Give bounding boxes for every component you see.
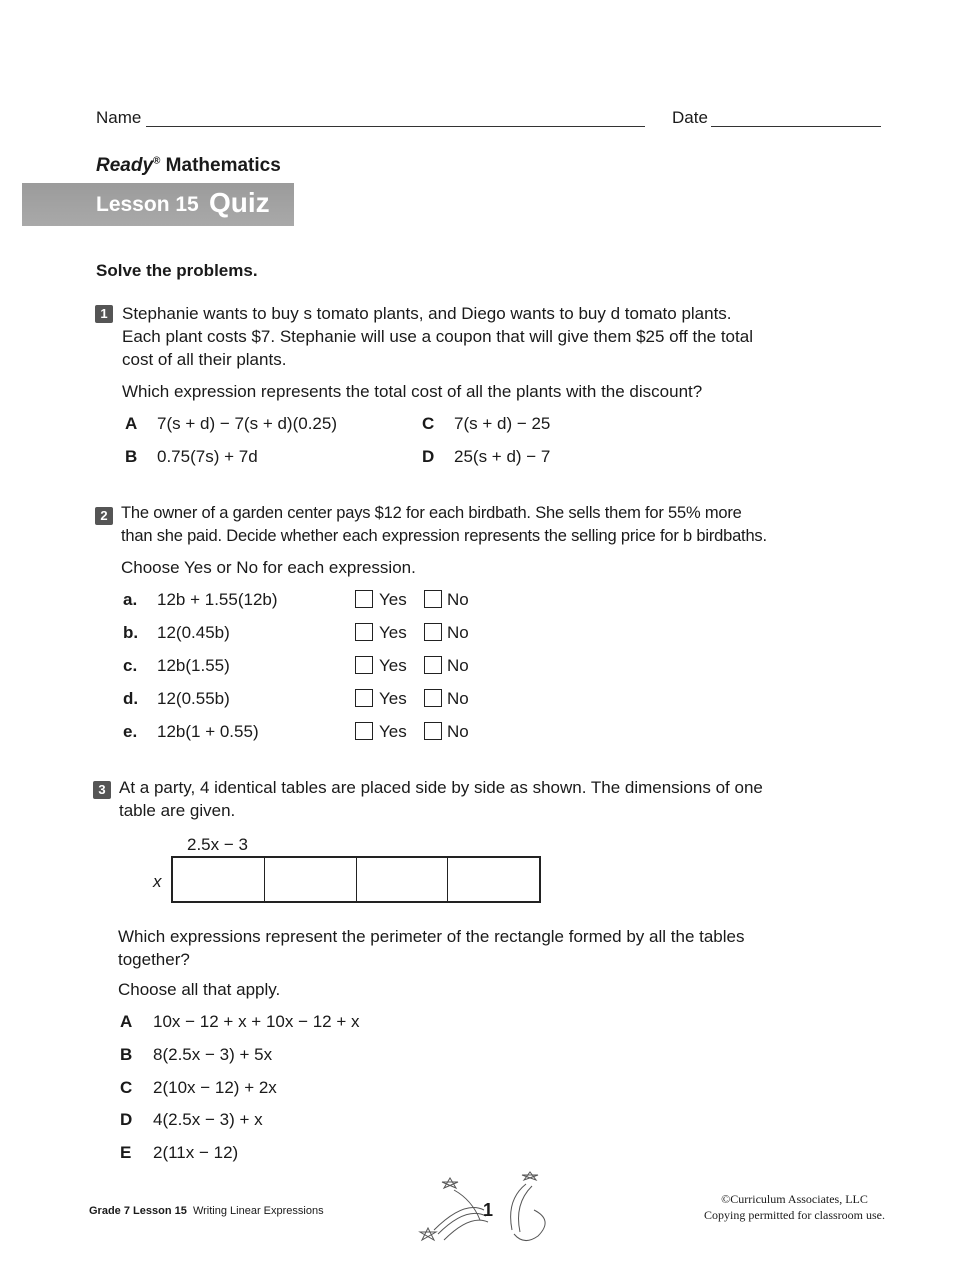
q3-option-letter[interactable]: C bbox=[120, 1078, 133, 1097]
q3-option-letter[interactable]: E bbox=[120, 1143, 132, 1162]
yes-checkbox[interactable] bbox=[355, 623, 373, 641]
q3-option-letter[interactable]: B bbox=[120, 1045, 133, 1064]
copyright-line: ©Curriculum Associates, LLC bbox=[721, 1192, 868, 1206]
q2-item-letter: c. bbox=[123, 656, 138, 675]
q3-option-letter[interactable]: A bbox=[120, 1012, 133, 1031]
yes-label: Yes bbox=[379, 623, 407, 642]
q2-item-letter: a. bbox=[123, 590, 138, 609]
table-cell bbox=[265, 858, 357, 901]
q1-option-letter[interactable]: C bbox=[422, 414, 435, 433]
name-blank[interactable] bbox=[146, 126, 645, 127]
q2-item-text: 12(0.55b) bbox=[157, 689, 230, 708]
name-label: Name bbox=[96, 108, 142, 127]
q3-option-text: 8(2.5x − 3) + 5x bbox=[153, 1045, 273, 1064]
table-height-label: x bbox=[153, 872, 162, 891]
footer-lesson-info bbox=[89, 1205, 324, 1217]
no-checkbox[interactable] bbox=[424, 590, 442, 608]
yes-checkbox[interactable] bbox=[355, 722, 373, 740]
q2-item-text: 12b(1 + 0.55) bbox=[157, 722, 259, 741]
table-width-label: 2.5x − 3 bbox=[187, 835, 248, 854]
q2-item-letter: b. bbox=[123, 623, 139, 642]
question-2-prompt: Choose Yes or No for each expression. bbox=[121, 558, 416, 577]
question-3-prompt bbox=[118, 925, 745, 971]
yes-checkbox[interactable] bbox=[355, 590, 373, 608]
no-checkbox[interactable] bbox=[424, 722, 442, 740]
brand-rest: Mathematics bbox=[160, 155, 281, 176]
q3-option-text: 10x − 12 + x + 10x − 12 + x bbox=[153, 1012, 360, 1031]
question-1-line: Each plant costs $7. Stephanie will use a coupon that will give them $25 off the total bbox=[122, 327, 753, 346]
brand-title bbox=[96, 155, 281, 177]
instructions: Solve the problems. bbox=[96, 261, 258, 280]
question-3-prompt-line: together? bbox=[118, 950, 190, 969]
q3-option-text: 4(2.5x − 3) + x bbox=[153, 1110, 263, 1129]
no-checkbox[interactable] bbox=[424, 623, 442, 641]
footer-topic: Writing Linear Expressions bbox=[192, 1205, 324, 1217]
q1-option-text: 7(s + d) − 7(s + d)(0.25) bbox=[157, 414, 337, 433]
yes-label: Yes bbox=[379, 656, 407, 675]
quiz-label: Quiz bbox=[209, 187, 270, 218]
yes-label: Yes bbox=[379, 689, 407, 708]
yes-checkbox[interactable] bbox=[355, 689, 373, 707]
yes-checkbox[interactable] bbox=[355, 656, 373, 674]
q1-option-text: 7(s + d) − 25 bbox=[454, 414, 551, 433]
no-label: No bbox=[447, 722, 469, 741]
lesson-banner bbox=[22, 183, 294, 226]
page-number: 1 bbox=[483, 1200, 494, 1220]
date-blank[interactable] bbox=[711, 126, 881, 127]
permission-line: Copying permitted for classroom use. bbox=[704, 1208, 885, 1222]
no-checkbox[interactable] bbox=[424, 689, 442, 707]
q3-option-text: 2(11x − 12) bbox=[153, 1143, 239, 1162]
no-label: No bbox=[447, 590, 469, 609]
q2-item-text: 12b(1.55) bbox=[157, 656, 230, 675]
table-cell bbox=[357, 858, 449, 901]
no-label: No bbox=[447, 689, 469, 708]
question-2-line: The owner of a garden center pays $12 for each birdbath. She sells them for 55% more bbox=[121, 504, 742, 522]
lesson-label: Lesson 15 bbox=[96, 193, 199, 216]
q2-item-text: 12(0.45b) bbox=[157, 623, 230, 642]
question-3-number: 3 bbox=[93, 781, 111, 799]
no-checkbox[interactable] bbox=[424, 656, 442, 674]
question-1-line: cost of all their plants. bbox=[122, 350, 287, 369]
table-cell bbox=[173, 858, 265, 901]
question-3-line: At a party, 4 identical tables are placed side by side as shown. The dimensions of one bbox=[119, 778, 763, 797]
question-2-text bbox=[121, 502, 767, 548]
question-3-prompt-line: Which expressions represent the perimeter of the rectangle formed by all the tables bbox=[118, 927, 745, 946]
no-label: No bbox=[447, 623, 469, 642]
q1-option-text: 25(s + d) − 7 bbox=[454, 447, 551, 466]
question-1-prompt: Which expression represents the total cost of all the plants with the discount? bbox=[122, 382, 703, 401]
q1-option-text: 0.75(7s) + 7d bbox=[157, 447, 258, 466]
q2-item-letter: d. bbox=[123, 689, 139, 708]
question-1-text bbox=[122, 302, 753, 371]
yes-label: Yes bbox=[379, 590, 407, 609]
q3-option-text: 2(10x − 12) + 2x bbox=[153, 1078, 277, 1097]
no-label: No bbox=[447, 656, 469, 675]
brand-registered: ® bbox=[153, 155, 161, 167]
q3-option-letter[interactable]: D bbox=[120, 1110, 133, 1129]
table-cell bbox=[448, 858, 539, 901]
footer-copyright bbox=[704, 1191, 885, 1223]
question-2-number: 2 bbox=[95, 507, 113, 525]
question-3-choose: Choose all that apply. bbox=[118, 980, 281, 999]
q1-option-letter[interactable]: D bbox=[422, 447, 435, 466]
q1-option-letter[interactable]: B bbox=[125, 447, 138, 466]
question-3-line: table are given. bbox=[119, 801, 236, 820]
question-3-text bbox=[119, 776, 763, 822]
question-2-line: than she paid. Decide whether each expression represents the selling price for b birdbaths. bbox=[121, 527, 767, 545]
brand-italic: Ready bbox=[96, 155, 154, 176]
q2-item-text: 12b + 1.55(12b) bbox=[157, 590, 278, 609]
tables-diagram bbox=[171, 856, 541, 903]
footer-grade-lesson: Grade 7 Lesson 15 bbox=[89, 1205, 187, 1217]
question-1-number: 1 bbox=[95, 305, 113, 323]
q2-item-letter: e. bbox=[123, 722, 138, 741]
date-label: Date bbox=[672, 108, 708, 127]
q1-option-letter[interactable]: A bbox=[125, 414, 138, 433]
question-1-line: Stephanie wants to buy s tomato plants, and Diego wants to buy d tomato plants. bbox=[122, 304, 732, 323]
yes-label: Yes bbox=[379, 722, 407, 741]
